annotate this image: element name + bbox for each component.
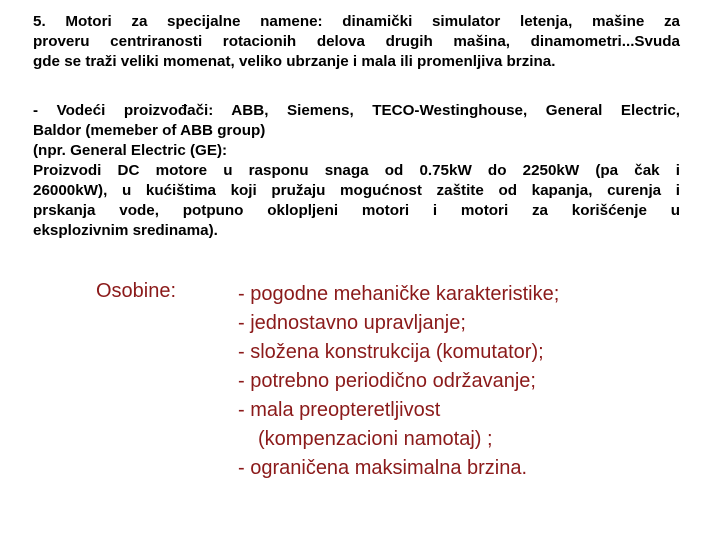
feature-item bbox=[238, 396, 559, 454]
paragraph-line: Proizvodi DC motore u rasponu snaga od 0.75kW do 2250kW (pa čak i bbox=[33, 162, 680, 179]
feature-item-text: - mala preopteretljivost bbox=[238, 399, 441, 421]
feature-item: - složena konstrukcija (komutator); bbox=[238, 341, 544, 363]
feature-item: - pogodne mehaničke karakteristike; bbox=[238, 283, 560, 305]
feature-item: - potrebno periodično održavanje; bbox=[238, 370, 536, 392]
paragraph-line: gde se traži veliki momenat, veliko ubrzanje i mala ili promenljiva brzina. bbox=[33, 53, 556, 70]
manufacturers-paragraph bbox=[33, 101, 680, 241]
paragraph-line: (npr. General Electric (GE): bbox=[33, 142, 228, 159]
features-label: Osobine: bbox=[96, 280, 177, 302]
paragraph-line: proveru centriranosti rotacionih delova drugih mašina, dinamometri...Svuda bbox=[33, 33, 680, 50]
feature-item-continuation: (kompenzacioni namotaj) ; bbox=[258, 428, 493, 450]
paragraph-line: 26000kW), u kućištima koji pružaju mogućnost zaštite od kapanja, curenja i bbox=[33, 182, 680, 199]
paragraph-line: eksplozivnim sredinama). bbox=[33, 222, 218, 239]
special-motors-paragraph bbox=[33, 12, 680, 72]
paragraph-line: - Vodeći proizvođači: ABB, Siemens, TECO-Westinghouse, General Electric, bbox=[33, 102, 680, 119]
features-list bbox=[238, 280, 559, 483]
feature-item: - ograničena maksimalna brzina. bbox=[238, 457, 528, 479]
paragraph-line: 5. Motori za specijalne namene: dinamički simulator letenja, mašine za bbox=[33, 13, 680, 30]
paragraph-line: Baldor (memeber of ABB group) bbox=[33, 122, 266, 139]
feature-item: - jednostavno upravljanje; bbox=[238, 312, 466, 334]
paragraph-line: prskanja vode, potpuno oklopljeni motori i motori za korišćenje u bbox=[33, 202, 680, 219]
